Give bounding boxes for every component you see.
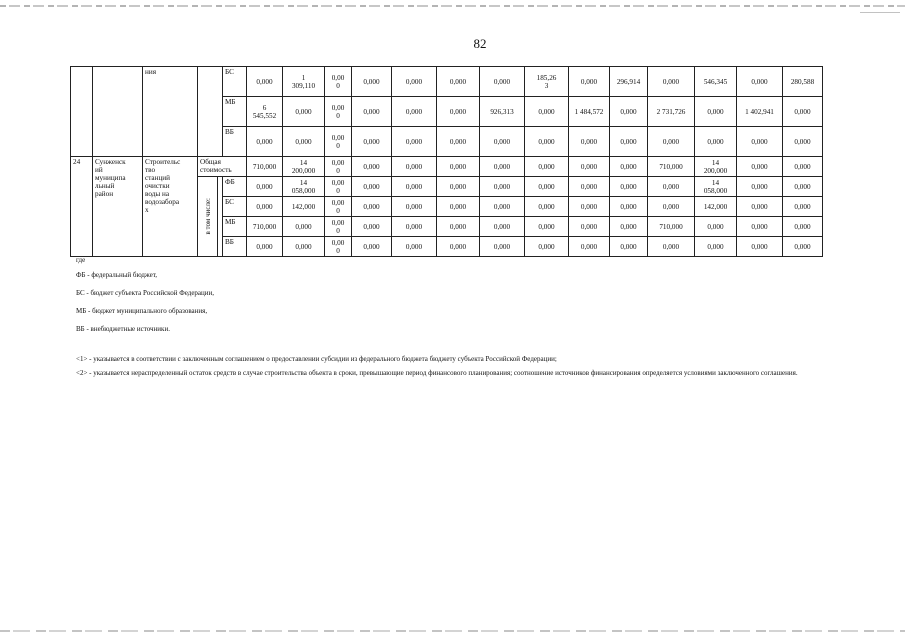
value-cell: 0,000 <box>247 67 283 97</box>
value-cell: 0,000 <box>352 197 392 217</box>
value-cell: 0,000 <box>525 237 569 257</box>
value-cell: 0,000 <box>737 127 783 157</box>
cell-total-label: Общая стоимость <box>198 157 247 177</box>
cell-source: ВБ <box>223 237 247 257</box>
value-cell: 0,000 <box>352 237 392 257</box>
legend-bs: БС - бюджет субъекта Российской Федерации, <box>76 289 215 297</box>
page-number: 82 <box>473 36 487 51</box>
legend-fb: ФБ - федеральный бюджет, <box>76 271 158 279</box>
cell-number-empty <box>71 67 93 157</box>
value-cell: 0,000 <box>525 217 569 237</box>
value-cell: 0,000 <box>695 97 737 127</box>
value-cell: 0,000 <box>392 237 437 257</box>
value-cell: 546,345 <box>695 67 737 97</box>
value-cell: 0,000 <box>783 157 823 177</box>
value-cell: 1 309,110 <box>283 67 325 97</box>
value-cell: 0,00 0 <box>325 177 352 197</box>
value-cell: 1 484,572 <box>569 97 610 127</box>
value-cell: 0,000 <box>610 177 648 197</box>
financing-table <box>70 66 866 257</box>
value-cell: 0,000 <box>695 127 737 157</box>
value-cell: 0,000 <box>525 157 569 177</box>
cell-source: МБ <box>223 97 247 127</box>
value-cell: 0,000 <box>525 177 569 197</box>
scan-edge-bottom <box>0 630 905 632</box>
value-cell: 0,000 <box>392 97 437 127</box>
value-cell: 0,000 <box>480 157 525 177</box>
cell-source: ВБ <box>223 127 247 157</box>
value-cell: 0,000 <box>392 67 437 97</box>
value-cell: 0,000 <box>569 217 610 237</box>
value-cell: 710,000 <box>648 217 695 237</box>
value-cell: 0,000 <box>392 127 437 157</box>
cell-municipality: Сунженск ий муниципа льный район <box>93 157 143 257</box>
value-cell: 0,000 <box>569 237 610 257</box>
value-cell: 0,000 <box>392 217 437 237</box>
value-cell: 0,000 <box>352 97 392 127</box>
value-cell: 0,000 <box>737 67 783 97</box>
value-cell: 0,000 <box>525 197 569 217</box>
note-where: где <box>76 256 86 264</box>
cell-object-name: Строительс тво станций очистки воды на водозабора х <box>143 157 198 257</box>
value-cell: 0,000 <box>648 127 695 157</box>
value-cell: 0,000 <box>437 157 480 177</box>
value-cell: 0,00 0 <box>325 67 352 97</box>
value-cell: 0,000 <box>480 67 525 97</box>
value-cell: 0,000 <box>783 237 823 257</box>
value-cell: 0,000 <box>783 197 823 217</box>
value-cell: 710,000 <box>247 157 283 177</box>
value-cell: 0,000 <box>648 197 695 217</box>
value-cell: 0,000 <box>695 217 737 237</box>
notes-section <box>76 256 836 383</box>
legend-vb: ВБ - внебюджетные источники. <box>76 325 170 333</box>
value-cell: 142,000 <box>695 197 737 217</box>
value-cell: 0,000 <box>783 97 823 127</box>
value-cell: 0,000 <box>610 97 648 127</box>
cell-object-name: ния <box>143 67 198 157</box>
value-cell: 0,000 <box>737 177 783 197</box>
value-cell: 0,000 <box>283 127 325 157</box>
value-cell: 0,000 <box>437 127 480 157</box>
value-cell: 0,000 <box>392 197 437 217</box>
value-cell: 0,00 0 <box>325 97 352 127</box>
cell-source: БС <box>223 197 247 217</box>
value-cell: 296,914 <box>610 67 648 97</box>
cell-including-label <box>198 177 218 257</box>
value-cell: 0,000 <box>480 127 525 157</box>
value-cell: 0,000 <box>648 177 695 197</box>
value-cell: 710,000 <box>247 217 283 237</box>
value-cell: 0,000 <box>247 197 283 217</box>
value-cell: 0,000 <box>569 67 610 97</box>
cell-source: БС <box>223 67 247 97</box>
value-cell: 1 402,941 <box>737 97 783 127</box>
value-cell: 0,000 <box>610 237 648 257</box>
value-cell: 0,000 <box>525 97 569 127</box>
value-cell: 6 545,552 <box>247 97 283 127</box>
value-cell: 926,313 <box>480 97 525 127</box>
table-row <box>71 67 866 97</box>
value-cell: 0,00 0 <box>325 127 352 157</box>
cell-row-number: 24 <box>71 157 93 257</box>
value-cell: 0,000 <box>437 177 480 197</box>
value-cell: 280,588 <box>783 67 823 97</box>
value-cell: 0,000 <box>569 127 610 157</box>
value-cell: 0,000 <box>480 177 525 197</box>
value-cell: 0,000 <box>437 97 480 127</box>
cell-blank <box>198 67 223 157</box>
value-cell: 0,000 <box>352 177 392 197</box>
value-cell: 0,000 <box>648 67 695 97</box>
including-label-text: в том числе: <box>203 198 212 235</box>
value-cell: 2 731,726 <box>648 97 695 127</box>
value-cell: 0,00 0 <box>325 197 352 217</box>
value-cell: 0,00 0 <box>325 157 352 177</box>
value-cell: 0,000 <box>610 157 648 177</box>
value-cell: 0,000 <box>737 237 783 257</box>
value-cell: 0,000 <box>247 127 283 157</box>
value-cell: 0,000 <box>569 197 610 217</box>
value-cell: 0,000 <box>737 157 783 177</box>
table-row <box>71 157 866 177</box>
value-cell: 0,000 <box>610 197 648 217</box>
scan-edge-top-right <box>860 12 900 13</box>
value-cell: 14 200,000 <box>695 157 737 177</box>
value-cell: 142,000 <box>283 197 325 217</box>
scan-edge-top <box>0 5 905 7</box>
value-cell: 0,000 <box>283 217 325 237</box>
value-cell: 0,000 <box>783 177 823 197</box>
value-cell: 14 058,000 <box>695 177 737 197</box>
cell-source: МБ <box>223 217 247 237</box>
value-cell: 0,000 <box>569 157 610 177</box>
cell-source: ФБ <box>223 177 247 197</box>
legend-mb: МБ - бюджет муниципального образования, <box>76 307 208 315</box>
value-cell: 0,000 <box>392 157 437 177</box>
value-cell: 0,000 <box>610 217 648 237</box>
value-cell: 0,000 <box>352 67 392 97</box>
value-cell: 0,000 <box>283 97 325 127</box>
value-cell: 0,000 <box>437 217 480 237</box>
value-cell: 0,000 <box>247 177 283 197</box>
value-cell: 0,000 <box>247 237 283 257</box>
value-cell: 0,00 0 <box>325 237 352 257</box>
value-cell: 0,000 <box>648 237 695 257</box>
value-cell: 0,000 <box>352 157 392 177</box>
value-cell: 0,00 0 <box>325 217 352 237</box>
value-cell: 0,000 <box>737 217 783 237</box>
value-cell: 0,000 <box>610 127 648 157</box>
spacer <box>76 343 836 355</box>
value-cell: 0,000 <box>480 197 525 217</box>
value-cell: 0,000 <box>437 197 480 217</box>
value-cell: 0,000 <box>480 237 525 257</box>
value-cell: 185,26 3 <box>525 67 569 97</box>
value-cell: 0,000 <box>283 237 325 257</box>
value-cell: 0,000 <box>437 237 480 257</box>
value-cell: 0,000 <box>480 217 525 237</box>
value-cell: 0,000 <box>569 177 610 197</box>
value-cell: 0,000 <box>352 127 392 157</box>
footnote-1: <1> - указывается в соответствии с заключенным соглашением о предоставлении субсидии из федерального бюджета бюджету субъекта Российской Федерации; <box>76 355 557 363</box>
value-cell: 0,000 <box>392 177 437 197</box>
value-cell: 710,000 <box>648 157 695 177</box>
value-cell: 0,000 <box>525 127 569 157</box>
value-cell: 0,000 <box>695 237 737 257</box>
value-cell: 0,000 <box>737 197 783 217</box>
value-cell: 14 058,000 <box>283 177 325 197</box>
value-cell: 0,000 <box>783 127 823 157</box>
value-cell: 0,000 <box>783 217 823 237</box>
value-cell: 0,000 <box>437 67 480 97</box>
value-cell: 14 200,000 <box>283 157 325 177</box>
footnote-2: <2> - указывается нераспределенный остаток средств в случае строительства объекта в сроки, превышающие период финансового планирования; соотношение источников финансирования определяется условиями заключенного соглашения. <box>76 369 798 377</box>
value-cell: 0,000 <box>352 217 392 237</box>
cell-municipality-empty <box>93 67 143 157</box>
